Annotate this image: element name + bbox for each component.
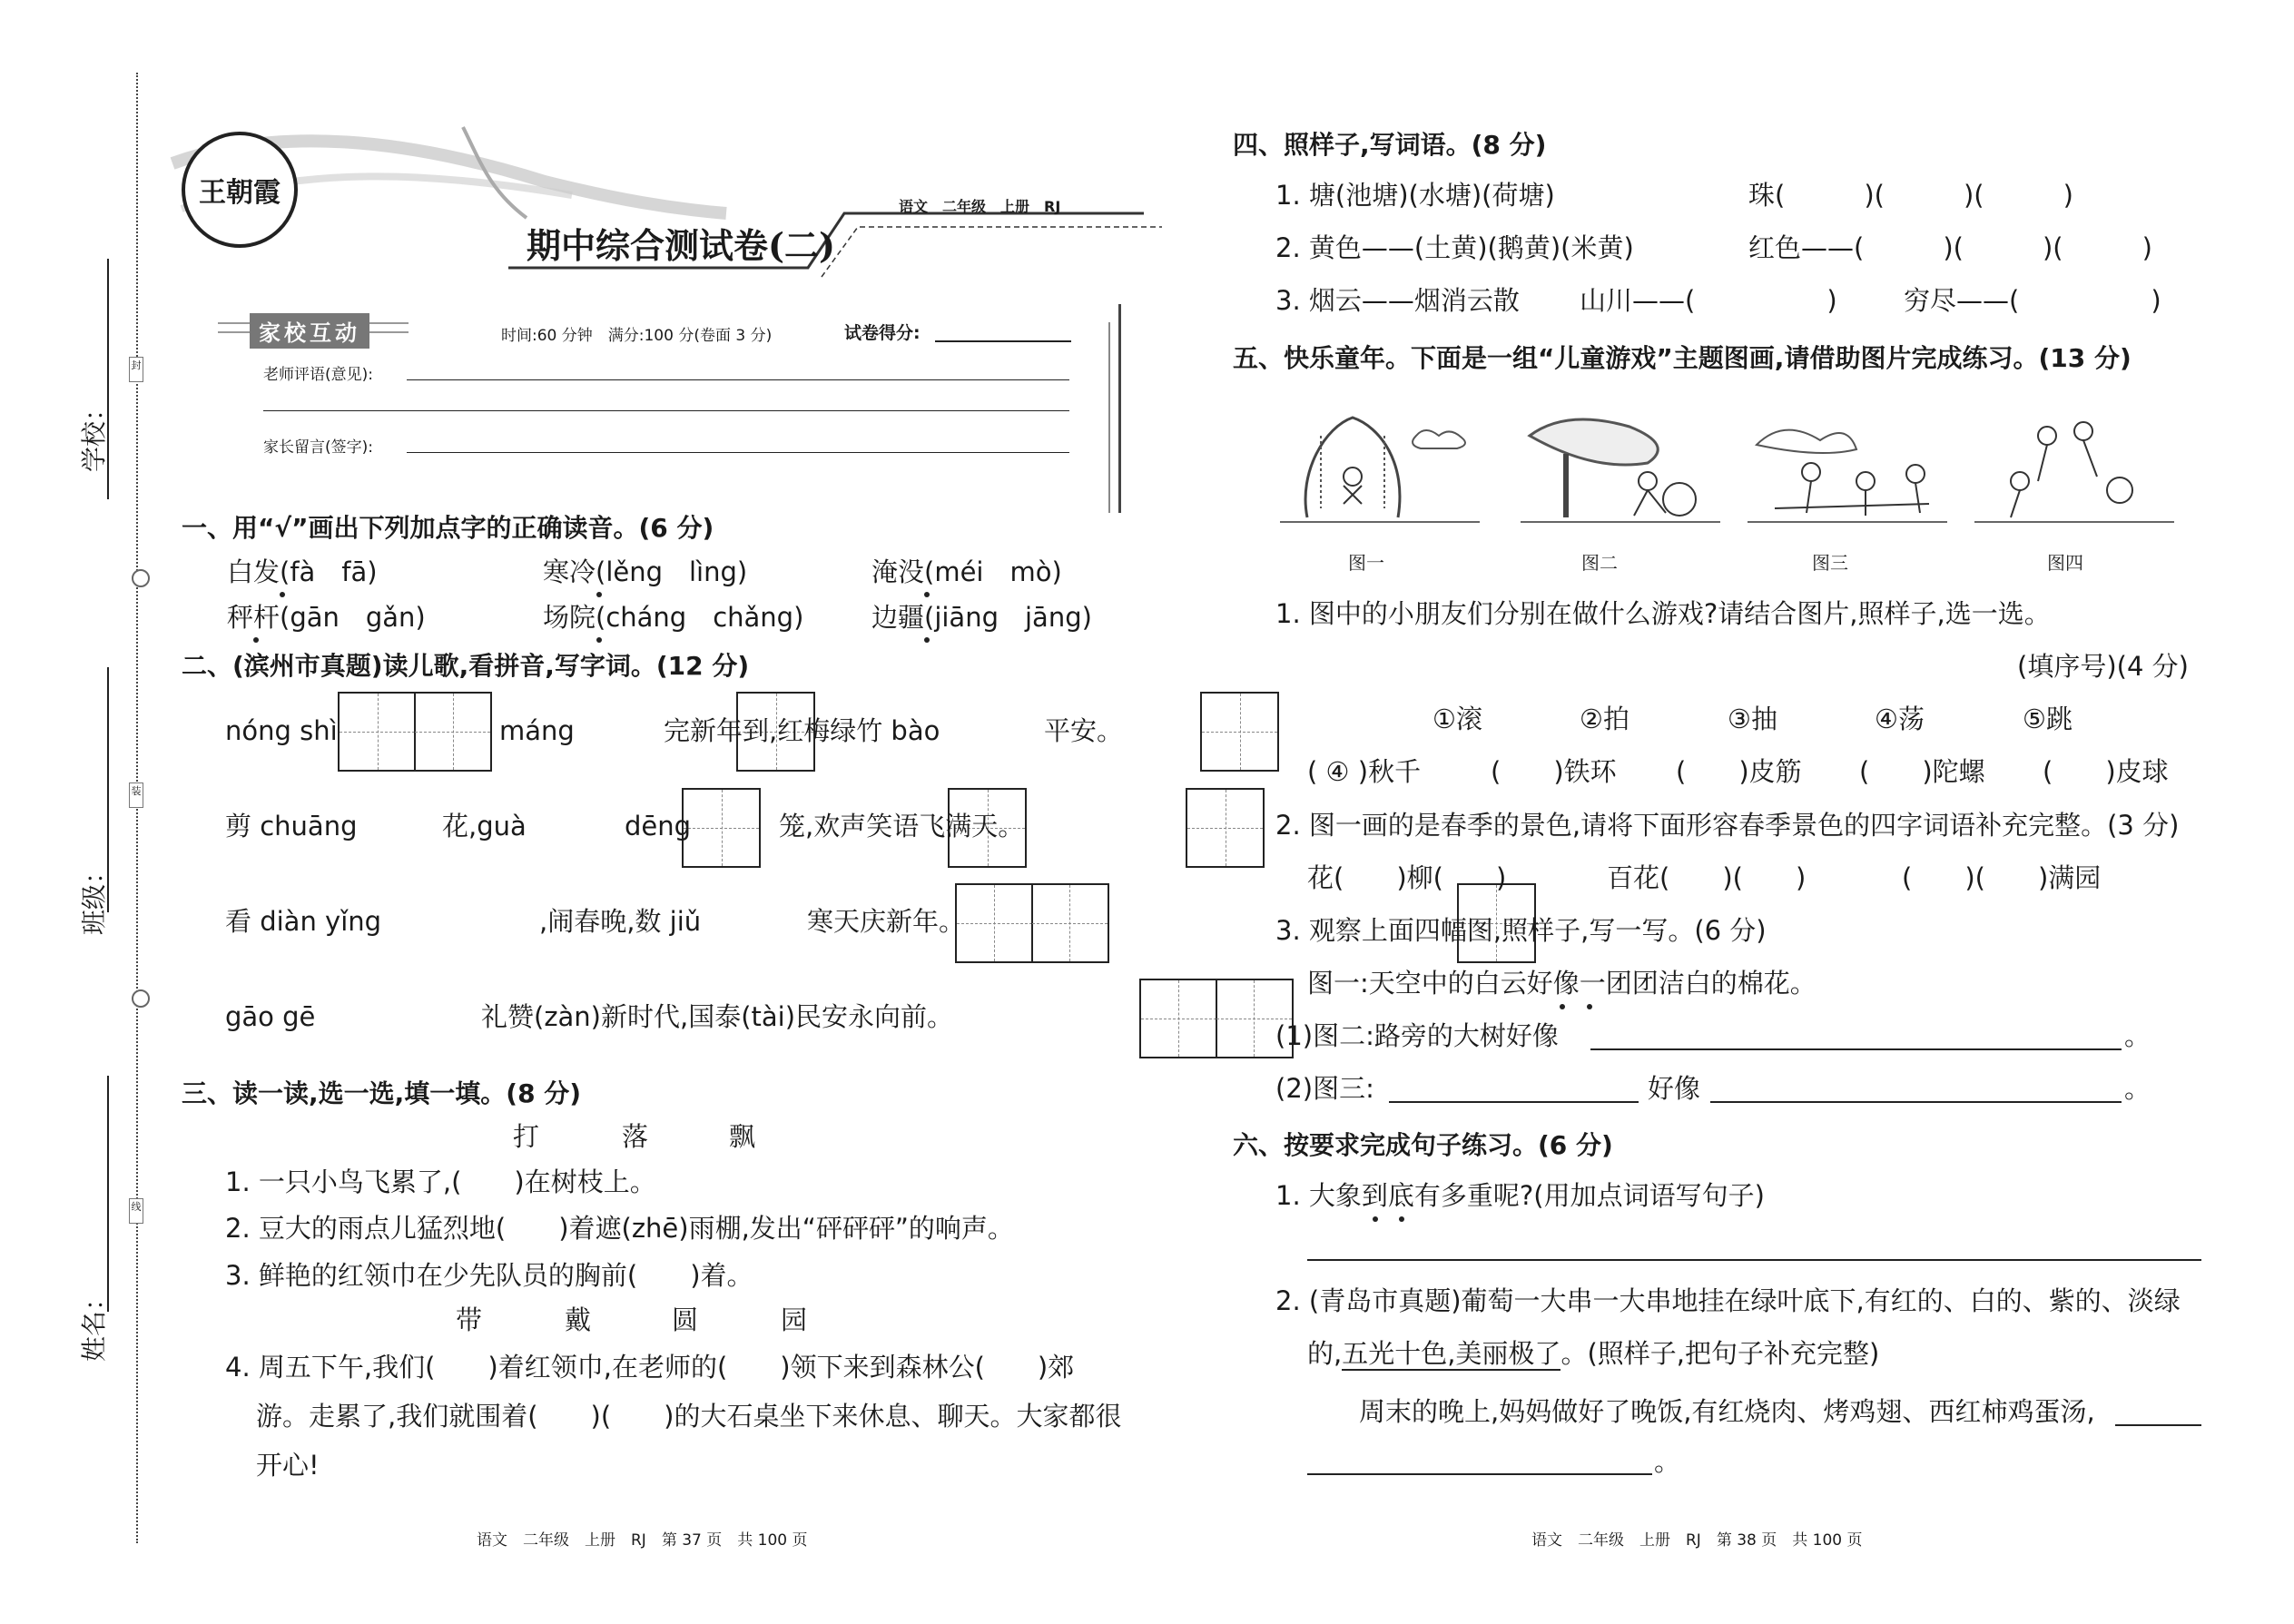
teacher-line-2 [263, 410, 1069, 411]
emphasis-dot [1373, 1216, 1378, 1222]
teacher-label: 老师评语(意见): [263, 366, 373, 384]
q5-p3b: (2)图三: [1275, 1073, 1374, 1104]
emphasis-dot [924, 592, 930, 597]
q2-r1-b: máng [499, 715, 575, 746]
q2-r1-a: nóng shì [225, 715, 338, 746]
q5-option: ②拍 [1580, 704, 1629, 734]
test-meta: 时间:60 分钟 满分:100 分(卷面 3 分) [501, 327, 773, 345]
binding-hole-1 [132, 569, 150, 587]
q5-p3a: (1)图二:路旁的大树好像 [1275, 1020, 1559, 1051]
tian-grid-1[interactable] [1200, 692, 1279, 772]
q2-r3-c: 寒天庆新年。 [807, 906, 966, 937]
answer-line[interactable] [1307, 1473, 1652, 1475]
emphasis-dot [280, 592, 285, 597]
q5-fill: ( )皮筋 [1676, 756, 1802, 787]
q5-p2c: ( )( )满园 [1902, 862, 2102, 893]
tian-grid-1[interactable] [682, 788, 761, 868]
q6-s2b-post: 。(照样子,把句子补充完整) [1561, 1338, 1880, 1369]
binding-margin [136, 73, 138, 1543]
q6-s2c: 周末的晚上,妈妈做好了晚饭,有红烧肉、烤鸡翅、西红柿鸡蛋汤, [1359, 1396, 2095, 1427]
q3-word: 圆 [672, 1304, 699, 1335]
q4-l3: 3. 烟云——烟消云散 [1275, 285, 1520, 316]
q3-s3: 3. 鲜艳的红领巾在少先队员的胸前( )着。 [225, 1260, 753, 1291]
q1-item: 淹没(méi mò) [871, 556, 1062, 587]
q4-l1: 1. 塘(池塘)(水塘)(荷塘) [1275, 180, 1555, 211]
q5-p2a: 花( )柳( ) [1307, 862, 1507, 893]
footer-left: 语文 二年级 上册 RJ 第 37 页 共 100 页 [477, 1531, 808, 1550]
period: 。 [2124, 1073, 2151, 1104]
emphasis-dot [596, 637, 602, 643]
answer-line[interactable] [2115, 1424, 2201, 1426]
q3-s4c: 开心! [256, 1450, 320, 1481]
q2-r1-d: 平安。 [1044, 715, 1124, 746]
emphasis-dot [596, 592, 602, 597]
tian-grid-2[interactable] [338, 692, 492, 772]
q5-fill: ( )皮球 [2043, 756, 2169, 787]
q1-item: 秤杆(gān gǎn) [227, 602, 426, 633]
q5-p2b: 百花( )( ) [1607, 862, 1807, 893]
q6-s2b [1307, 1335, 1879, 1372]
brand-logo-text: 王朝霞 [199, 177, 281, 209]
q3-word: 打 [513, 1121, 540, 1152]
q5-p3b-like: 好像 [1648, 1073, 1701, 1104]
answer-line[interactable] [1590, 1048, 2122, 1050]
answer-line[interactable] [1389, 1101, 1639, 1103]
emphasis-dot [253, 637, 259, 643]
q2-r4-b: 礼赞(zàn)新时代,国泰(tài)民安永向前。 [481, 1001, 954, 1032]
q3-word: 落 [622, 1121, 649, 1152]
q2-r4-a: gāo gē [225, 1001, 316, 1032]
parent-label: 家长留言(签字): [263, 438, 373, 457]
emphasis-dot [1587, 1004, 1592, 1009]
q3-s4b: 游。走累了,我们就围着( )( )的大石桌坐下来休息、聊天。大家都很 [256, 1401, 1122, 1432]
q2-r2-a: 剪 chuāng [225, 811, 358, 842]
score-label: 试卷得分: [844, 323, 921, 343]
q3-word: 园 [781, 1304, 808, 1335]
q1-item: 边疆(jiāng jāng) [871, 602, 1092, 633]
q5-title: 五、快乐童年。下面是一组“儿童游戏”主题图画,请借助图片完成练习。(13 分) [1233, 343, 2132, 373]
brand-logo [182, 132, 298, 248]
q5-option: ⑤跳 [2023, 704, 2072, 734]
answer-line[interactable] [1710, 1101, 2122, 1103]
q5-p3-example: 图一:天空中的白云好像一团团洁白的棉花。 [1307, 968, 1816, 999]
q4-title: 四、照样子,写词语。(8 分) [1233, 130, 1547, 160]
q1-item: 寒冷(lěng lìng) [543, 556, 748, 587]
q5-p3: 3. 观察上面四幅图,照样子,写一写。(6 分) [1275, 915, 1767, 946]
q6-s2a: 2. (青岛市真题)葡萄一大串一大串地挂在绿叶底下,有红的、白的、紫的、淡绿 [1275, 1285, 2181, 1316]
seal-mark-2: 装 [129, 782, 143, 808]
q1-item: 场院(cháng chǎng) [543, 602, 804, 633]
q3-s2: 2. 豆大的雨点儿猛烈地( )着遮(zhē)雨棚,发出“砰砰砰”的响声。 [225, 1213, 1014, 1244]
q4-m3: 山川——( ) [1580, 285, 1837, 316]
picture-3-elastic [1738, 399, 1956, 527]
tian-grid-2[interactable] [1139, 979, 1294, 1058]
page-title: 期中综合测试卷(二) [527, 225, 835, 266]
q3-title: 三、读一读,选一选,填一填。(8 分) [182, 1078, 582, 1108]
q5-p2: 2. 图一画的是春季的景色,请将下面形容春季景色的四字词语补充完整。(3 分) [1275, 810, 2180, 841]
q2-title: 二、(滨州市真题)读儿歌,看拼音,写字词。(12 分) [182, 651, 750, 681]
picture-caption: 图一 [1348, 552, 1384, 574]
q6-s2b-pre: 的, [1307, 1338, 1343, 1369]
q4-l2: 2. 黄色——(土黄)(鹅黄)(米黄) [1275, 232, 1634, 263]
q2-r3-a: 看 diàn yǐng [225, 906, 382, 937]
school-label: 学校： [79, 395, 109, 472]
period: 。 [2124, 1020, 2151, 1051]
q1-item: 白发(fà fā) [227, 556, 378, 587]
q2-r3-b: ,闹春晚,数 jiǔ [539, 906, 702, 937]
grade-badge: 语文 二年级 上册 RJ [899, 198, 1061, 215]
q5-p1: 1. 图中的小朋友们分别在做什么游戏?请结合图片,照样子,选一选。 [1275, 598, 2051, 629]
side-rule-name [107, 1076, 109, 1312]
picture-2-hoop [1511, 399, 1729, 527]
q1-title: 一、用“√”画出下列加点字的正确读音。(6 分) [182, 513, 714, 543]
q6-title: 六、按要求完成句子练习。(6 分) [1233, 1130, 1613, 1160]
q6-s2b-underlined: 五光十色,美丽极了 [1342, 1338, 1561, 1369]
tian-grid-2[interactable] [955, 883, 1109, 963]
home-school-banner: 家校互动 [250, 313, 369, 349]
q5-option: ③抽 [1728, 704, 1777, 734]
q5-fill: ( ④ )秋千 [1307, 756, 1422, 787]
seal-mark-1: 封 [129, 357, 143, 382]
q3-word: 戴 [565, 1304, 592, 1335]
emphasis-dot [1399, 1216, 1404, 1222]
binding-hole-2 [132, 989, 150, 1008]
q5-fill: ( )铁环 [1491, 756, 1617, 787]
period: 。 [1654, 1446, 1681, 1477]
emphasis-dot [1560, 1004, 1565, 1009]
name-label: 姓名： [79, 1284, 109, 1362]
q2-r1-c: 完新年到,红梅绿竹 bào [664, 715, 940, 746]
q2-r2-c: dēng [625, 811, 692, 842]
class-label: 班级： [79, 858, 109, 935]
q5-p1-note: (填序号)(4 分) [2017, 651, 2189, 682]
teacher-line-1 [407, 379, 1069, 380]
q4-r2: 红色——( )( )( ) [1748, 232, 2152, 263]
emphasis-dot [924, 637, 930, 643]
q2-r2-d: 笼,欢声笑语飞满天。 [779, 811, 1025, 842]
q4-r3: 穷尽——( ) [1904, 285, 2161, 316]
q5-option: ①滚 [1433, 704, 1482, 734]
q2-r2-b: 花,guà [442, 811, 527, 842]
q3-s1: 1. 一只小鸟飞累了,( )在树枝上。 [225, 1166, 656, 1197]
q3-word: 飘 [729, 1121, 756, 1152]
footer-right: 语文 二年级 上册 RJ 第 38 页 共 100 页 [1531, 1531, 1863, 1550]
q6-s1: 1. 大象到底有多重呢?(用加点词语写句子) [1275, 1180, 1765, 1211]
picture-caption: 图三 [1812, 552, 1848, 574]
parent-line [407, 452, 1069, 453]
tian-grid-1[interactable] [1186, 788, 1265, 868]
q3-word: 带 [456, 1304, 483, 1335]
answer-line[interactable] [1307, 1259, 2201, 1261]
q5-fill: ( )陀螺 [1859, 756, 1985, 787]
q4-r1: 珠( )( )( ) [1748, 180, 2073, 211]
score-line [935, 340, 1071, 342]
picture-1-swing [1271, 399, 1489, 527]
seal-mark-3: 线 [129, 1198, 143, 1224]
q3-s4a: 4. 周五下午,我们( )着红领巾,在老师的( )领下来到森林公( )郊 [225, 1352, 1075, 1383]
picture-caption: 图四 [2047, 552, 2083, 574]
q5-option: ④荡 [1875, 704, 1925, 734]
picture-caption: 图二 [1581, 552, 1618, 574]
picture-4-ball [1965, 399, 2183, 527]
